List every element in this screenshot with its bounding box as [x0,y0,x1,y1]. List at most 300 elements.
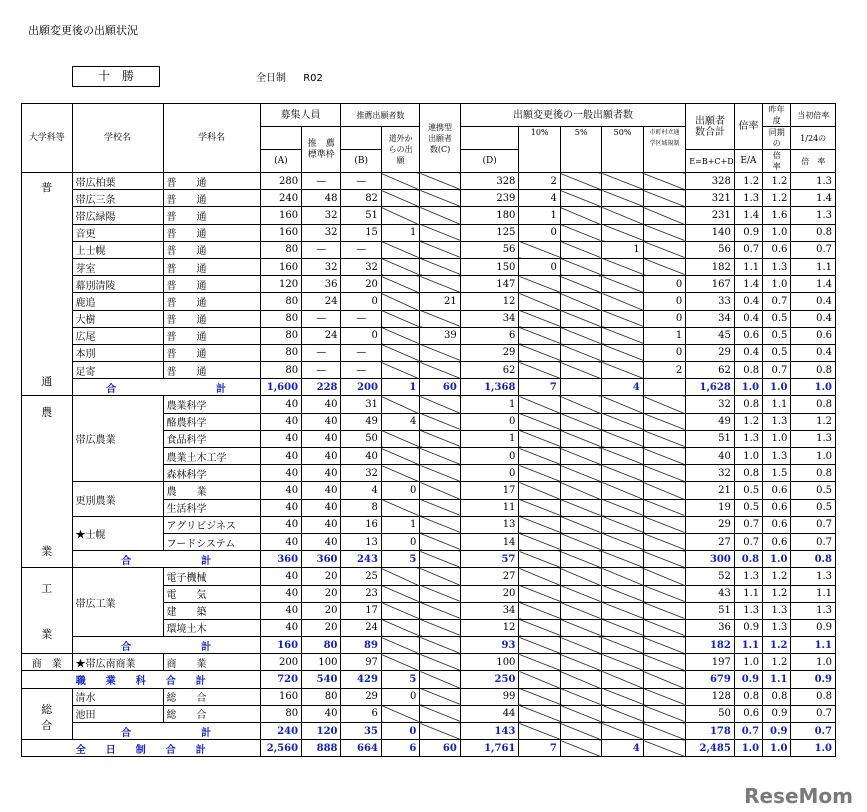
total-row-kogyo [22,637,836,654]
cell-e: 45 [686,327,735,344]
cell-p50 [602,551,643,568]
cell-a: 160 [260,688,301,705]
cell-r: 1.0 [734,448,762,465]
cell-init: 1.3 [791,207,836,224]
cell-e: 40 [686,448,735,465]
cell-c [420,619,460,636]
cell-r: 1.2 [734,173,762,190]
cell-reg [643,671,686,688]
dept-name: 普 通 [163,293,260,310]
header-recommend-count: 推薦出願者数 [341,104,420,127]
cell-reg [643,705,686,722]
cell-d: 180 [460,207,519,224]
cell-rs: 40 [302,413,341,430]
cell-b: 15 [341,224,381,241]
total-row-shokugyo [22,671,836,688]
cell-init: 0.7 [791,723,836,740]
cell-r: 1.1 [734,637,762,654]
dept-name: 普 通 [163,327,260,344]
cell-p5 [560,224,601,241]
cell-d: 125 [460,224,519,241]
cell-init: 1.1 [791,637,836,654]
header-a: (A) [260,150,301,173]
cell-rs: 40 [302,448,341,465]
cell-b: 32 [341,258,381,275]
cell-d: 12 [460,293,519,310]
cell-p50 [602,362,643,379]
cell-e: 27 [686,533,735,550]
cell-rs: 20 [302,585,341,602]
table-row [22,241,836,258]
header-capacity-blank [260,127,301,150]
cell-init: 1.3 [791,430,836,447]
cell-c: 60 [420,740,460,757]
cell-d: 1 [460,430,519,447]
cell-prev: 0.7 [763,293,791,310]
cell-out [381,637,419,654]
category-nogyo [22,396,73,568]
cell-e: 43 [686,585,735,602]
cell-p50 [602,344,643,361]
cell-init: 0.4 [791,293,836,310]
cell-prev: 1.3 [763,619,791,636]
cell-b: 429 [341,671,381,688]
total-row-grand [22,740,836,757]
cell-prev: 1.3 [763,448,791,465]
cell-e: 231 [686,207,735,224]
cell-d: 13 [460,516,519,533]
cell-out [381,585,419,602]
dept-name: 普 通 [163,310,260,327]
cell-reg: 2 [643,362,686,379]
cell-e: 679 [686,671,735,688]
cell-prev: 0.5 [763,344,791,361]
cell-out [381,173,419,190]
cell-p10 [519,241,560,258]
cell-d: 239 [460,190,519,207]
cell-d: 1,761 [460,740,519,757]
cell-rs: 24 [302,327,341,344]
cell-reg [643,740,686,757]
cell-init: 1.0 [791,448,836,465]
cell-init: 1.1 [791,585,836,602]
cell-r: 0.4 [734,344,762,361]
school-name: 池田 [72,705,163,722]
cell-init: 0.4 [791,310,836,327]
cell-prev: 0.7 [763,362,791,379]
cell-reg [643,585,686,602]
cell-prev: 1.3 [763,258,791,275]
cell-out: 0 [381,688,419,705]
cell-init: 1.0 [791,654,836,671]
school-name: 帯広柏葉 [72,173,163,190]
cell-p5 [560,207,601,224]
cell-p5 [560,430,601,447]
cell-p50 [602,327,643,344]
cell-rs: 40 [302,396,341,413]
table-row [22,344,836,361]
cell-reg [643,619,686,636]
cell-reg [643,173,686,190]
cell-p10 [519,396,560,413]
cell-p5 [560,258,601,275]
cell-c [420,344,460,361]
total-label: 全 日 制 合 計 [22,740,261,757]
total-label: 職 業 科 合 計 [22,671,261,688]
cell-e: 1,628 [686,379,735,396]
school-name: 足寄 [72,362,163,379]
subtitle [256,69,337,84]
cell-b: — [341,241,381,258]
header-b: (B) [341,150,381,173]
school-name: ★士幌 [72,516,163,550]
cell-p50 [602,619,643,636]
cell-out: 1 [381,516,419,533]
cell-reg [643,482,686,499]
cell-a: 80 [260,310,301,327]
cell-reg [643,224,686,241]
cell-a: 80 [260,344,301,361]
cell-init: 0.6 [791,327,836,344]
cell-b: 13 [341,533,381,550]
cell-d: 93 [460,637,519,654]
cell-p10 [519,465,560,482]
cell-a: 160 [260,637,301,654]
cell-prev: 1.2 [763,585,791,602]
cell-b: — [341,173,381,190]
cell-out [381,276,419,293]
cell-e: 178 [686,723,735,740]
cell-rs: 40 [302,516,341,533]
cell-b: 35 [341,723,381,740]
cell-prev: 1.2 [763,637,791,654]
cell-e: 36 [686,619,735,636]
header-prev-year: 昨年度 [763,104,791,127]
cell-rs: 120 [302,723,341,740]
cell-p10 [519,671,560,688]
dept-name: 食品科学 [163,430,260,447]
cell-e: 56 [686,241,735,258]
cell-p5 [560,293,601,310]
dept-name: 普 通 [163,224,260,241]
cell-e: 321 [686,190,735,207]
schedule-type: 全日制 [256,73,286,84]
cell-p50 [602,448,643,465]
cell-a: 40 [260,413,301,430]
cell-out: 5 [381,551,419,568]
cell-r: 1.1 [734,585,762,602]
cell-p10 [519,688,560,705]
cell-init: 0.8 [791,362,836,379]
cell-b: 32 [341,465,381,482]
school-name: 清水 [72,688,163,705]
cell-c [420,224,460,241]
dept-name: 普 通 [163,173,260,190]
cell-e: 167 [686,276,735,293]
cell-init: 0.5 [791,482,836,499]
total-label: 合 計 [72,551,260,568]
cell-b: 20 [341,276,381,293]
cell-prev: 1.0 [763,551,791,568]
cell-p5 [560,396,601,413]
cell-p50: 4 [602,379,643,396]
cell-p50 [602,671,643,688]
cell-p5 [560,362,601,379]
cell-a: 40 [260,516,301,533]
cell-e: 29 [686,516,735,533]
dept-name: 農業土木工学 [163,448,260,465]
school-name: 広尾 [72,327,163,344]
cell-prev: 1.6 [763,207,791,224]
cell-p50 [602,482,643,499]
school-name: 幕別清陵 [72,276,163,293]
cell-p50 [602,396,643,413]
cell-d: 29 [460,344,519,361]
cell-e: 33 [686,293,735,310]
header-prev-3: 倍 率 [763,150,791,173]
cell-a: 120 [260,276,301,293]
cell-c: 39 [420,327,460,344]
dept-name: 普 通 [163,276,260,293]
cell-r: 0.8 [734,551,762,568]
school-name: 帯広農業 [72,396,163,482]
cell-b: 51 [341,207,381,224]
header-pct50: 50% [602,127,643,173]
cell-r: 1.4 [734,207,762,224]
cell-p5 [560,723,601,740]
cell-out: 0 [381,482,419,499]
header-ea: E/A [734,150,762,173]
cell-a: 160 [260,224,301,241]
cell-b: 8 [341,499,381,516]
cell-rs: 32 [302,258,341,275]
cell-a: 40 [260,448,301,465]
dept-name: 普 通 [163,258,260,275]
header-formula: E=B+C+D [686,150,735,173]
table-row [22,258,836,275]
cell-a: 240 [260,723,301,740]
cell-init: 0.8 [791,465,836,482]
cell-p5 [560,688,601,705]
cell-init: 1.3 [791,602,836,619]
cell-b: — [341,362,381,379]
cell-p5 [560,533,601,550]
cell-prev: 1.0 [763,430,791,447]
dept-name: 普 通 [163,344,260,361]
cell-out: 0 [381,723,419,740]
cell-c [420,173,460,190]
cell-init: 0.9 [791,671,836,688]
cell-e: 2,485 [686,740,735,757]
category-sogo [22,688,73,740]
dept-name: 農業科学 [163,396,260,413]
header-capacity: 募集人員 [260,104,341,127]
table-row [22,293,836,310]
cell-r: 0.7 [734,516,762,533]
cell-d: 34 [460,602,519,619]
cell-p10 [519,533,560,550]
cell-d: 44 [460,705,519,722]
cell-c [420,723,460,740]
header-init-2: 1/24の [791,127,836,150]
cell-out: 1 [381,224,419,241]
cell-rs: 32 [302,207,341,224]
header-recommend-std: 推 薦 標準枠 [302,127,341,173]
school-name: 大樹 [72,310,163,327]
cell-init: 0.7 [791,705,836,722]
cell-p5 [560,705,601,722]
cell-a: 40 [260,602,301,619]
category-char: 業 [41,628,53,642]
cell-c [420,258,460,275]
category-char: 業 [41,545,53,559]
region-box: 十 勝 [72,66,160,87]
table-row [22,568,836,585]
cell-r: 0.8 [734,465,762,482]
cell-c [420,413,460,430]
cell-e: 21 [686,482,735,499]
cell-p5 [560,379,601,396]
watermark: ReseMom [744,784,853,808]
cell-r: 0.9 [734,619,762,636]
cell-b: 0 [341,327,381,344]
cell-a: 40 [260,619,301,636]
dept-name: 電 気 [163,585,260,602]
cell-c [420,671,460,688]
cell-out [381,293,419,310]
cell-r: 0.9 [734,671,762,688]
cell-p50 [602,430,643,447]
cell-r: 0.4 [734,293,762,310]
cell-d: 6 [460,327,519,344]
cell-e: 49 [686,413,735,430]
cell-p10 [519,499,560,516]
cell-d: 0 [460,448,519,465]
cell-d: 57 [460,551,519,568]
dept-name: 普 通 [163,241,260,258]
dept-name: 総 合 [163,705,260,722]
table-row [22,207,836,224]
cell-p10 [519,327,560,344]
cell-d: 27 [460,568,519,585]
header-total: 出願者 数合計 [686,104,735,150]
cell-reg [643,568,686,585]
cell-a: 40 [260,585,301,602]
cell-p5 [560,310,601,327]
cell-p50 [602,293,643,310]
cell-reg [643,241,686,258]
cell-p5 [560,551,601,568]
cell-out [381,568,419,585]
cell-d: 1 [460,396,519,413]
cell-out [381,448,419,465]
cell-rs: 40 [302,705,341,722]
cell-out [381,310,419,327]
cell-d: 14 [460,533,519,550]
cell-p10 [519,482,560,499]
cell-p5 [560,465,601,482]
table-row [22,224,836,241]
cell-e: 197 [686,654,735,671]
cell-b: 82 [341,190,381,207]
cell-e: 52 [686,568,735,585]
cell-c: 60 [420,379,460,396]
cell-init: 0.7 [791,533,836,550]
cell-p5 [560,671,601,688]
cell-p10: 1 [519,207,560,224]
header-initial: 当初倍率 [791,104,836,127]
cell-c [420,688,460,705]
header-rec-blank [341,127,381,150]
table-row [22,173,836,190]
cell-reg [643,396,686,413]
cell-reg [643,637,686,654]
cell-c [420,551,460,568]
cell-r: 0.7 [734,241,762,258]
cell-p10: 2 [519,173,560,190]
cell-p50 [602,207,643,224]
cell-init: 0.8 [791,551,836,568]
header-d: (D) [460,150,519,173]
cell-p5 [560,413,601,430]
cell-e: 32 [686,396,735,413]
dept-name: 生活科学 [163,499,260,516]
cell-init: 1.2 [791,413,836,430]
cell-a: 1,600 [260,379,301,396]
cell-e: 51 [686,430,735,447]
cell-p50 [602,516,643,533]
cell-a: 360 [260,551,301,568]
cell-a: 160 [260,258,301,275]
table-row [22,516,836,533]
cell-prev: 1.0 [763,379,791,396]
cell-d: 12 [460,619,519,636]
cell-rs: — [302,362,341,379]
cell-d: 1,368 [460,379,519,396]
cell-c [420,602,460,619]
cell-prev: 1.1 [763,396,791,413]
cell-c [420,705,460,722]
cell-rs: 888 [302,740,341,757]
cell-init: 0.7 [791,241,836,258]
cell-b: 4 [341,482,381,499]
cell-p10 [519,276,560,293]
cell-r: 1.0 [734,740,762,757]
cell-init: 0.4 [791,344,836,361]
cell-p5 [560,482,601,499]
cell-r: 1.2 [734,413,762,430]
cell-out [381,619,419,636]
cell-b: 29 [341,688,381,705]
cell-p5 [560,740,601,757]
cell-a: 240 [260,190,301,207]
cell-e: 29 [686,344,735,361]
cell-rs: 540 [302,671,341,688]
cell-p50 [602,533,643,550]
cell-init: 1.3 [791,568,836,585]
cell-b: — [341,310,381,327]
total-label: 合 計 [72,637,260,654]
table-row [22,276,836,293]
cell-a: 80 [260,327,301,344]
page-title: 出願変更後の出願状況 [28,24,138,37]
cell-prev: 0.5 [763,310,791,327]
cell-p10 [519,293,560,310]
cell-c [420,362,460,379]
cell-c [420,207,460,224]
cell-prev: 1.0 [763,740,791,757]
cell-r: 0.8 [734,688,762,705]
